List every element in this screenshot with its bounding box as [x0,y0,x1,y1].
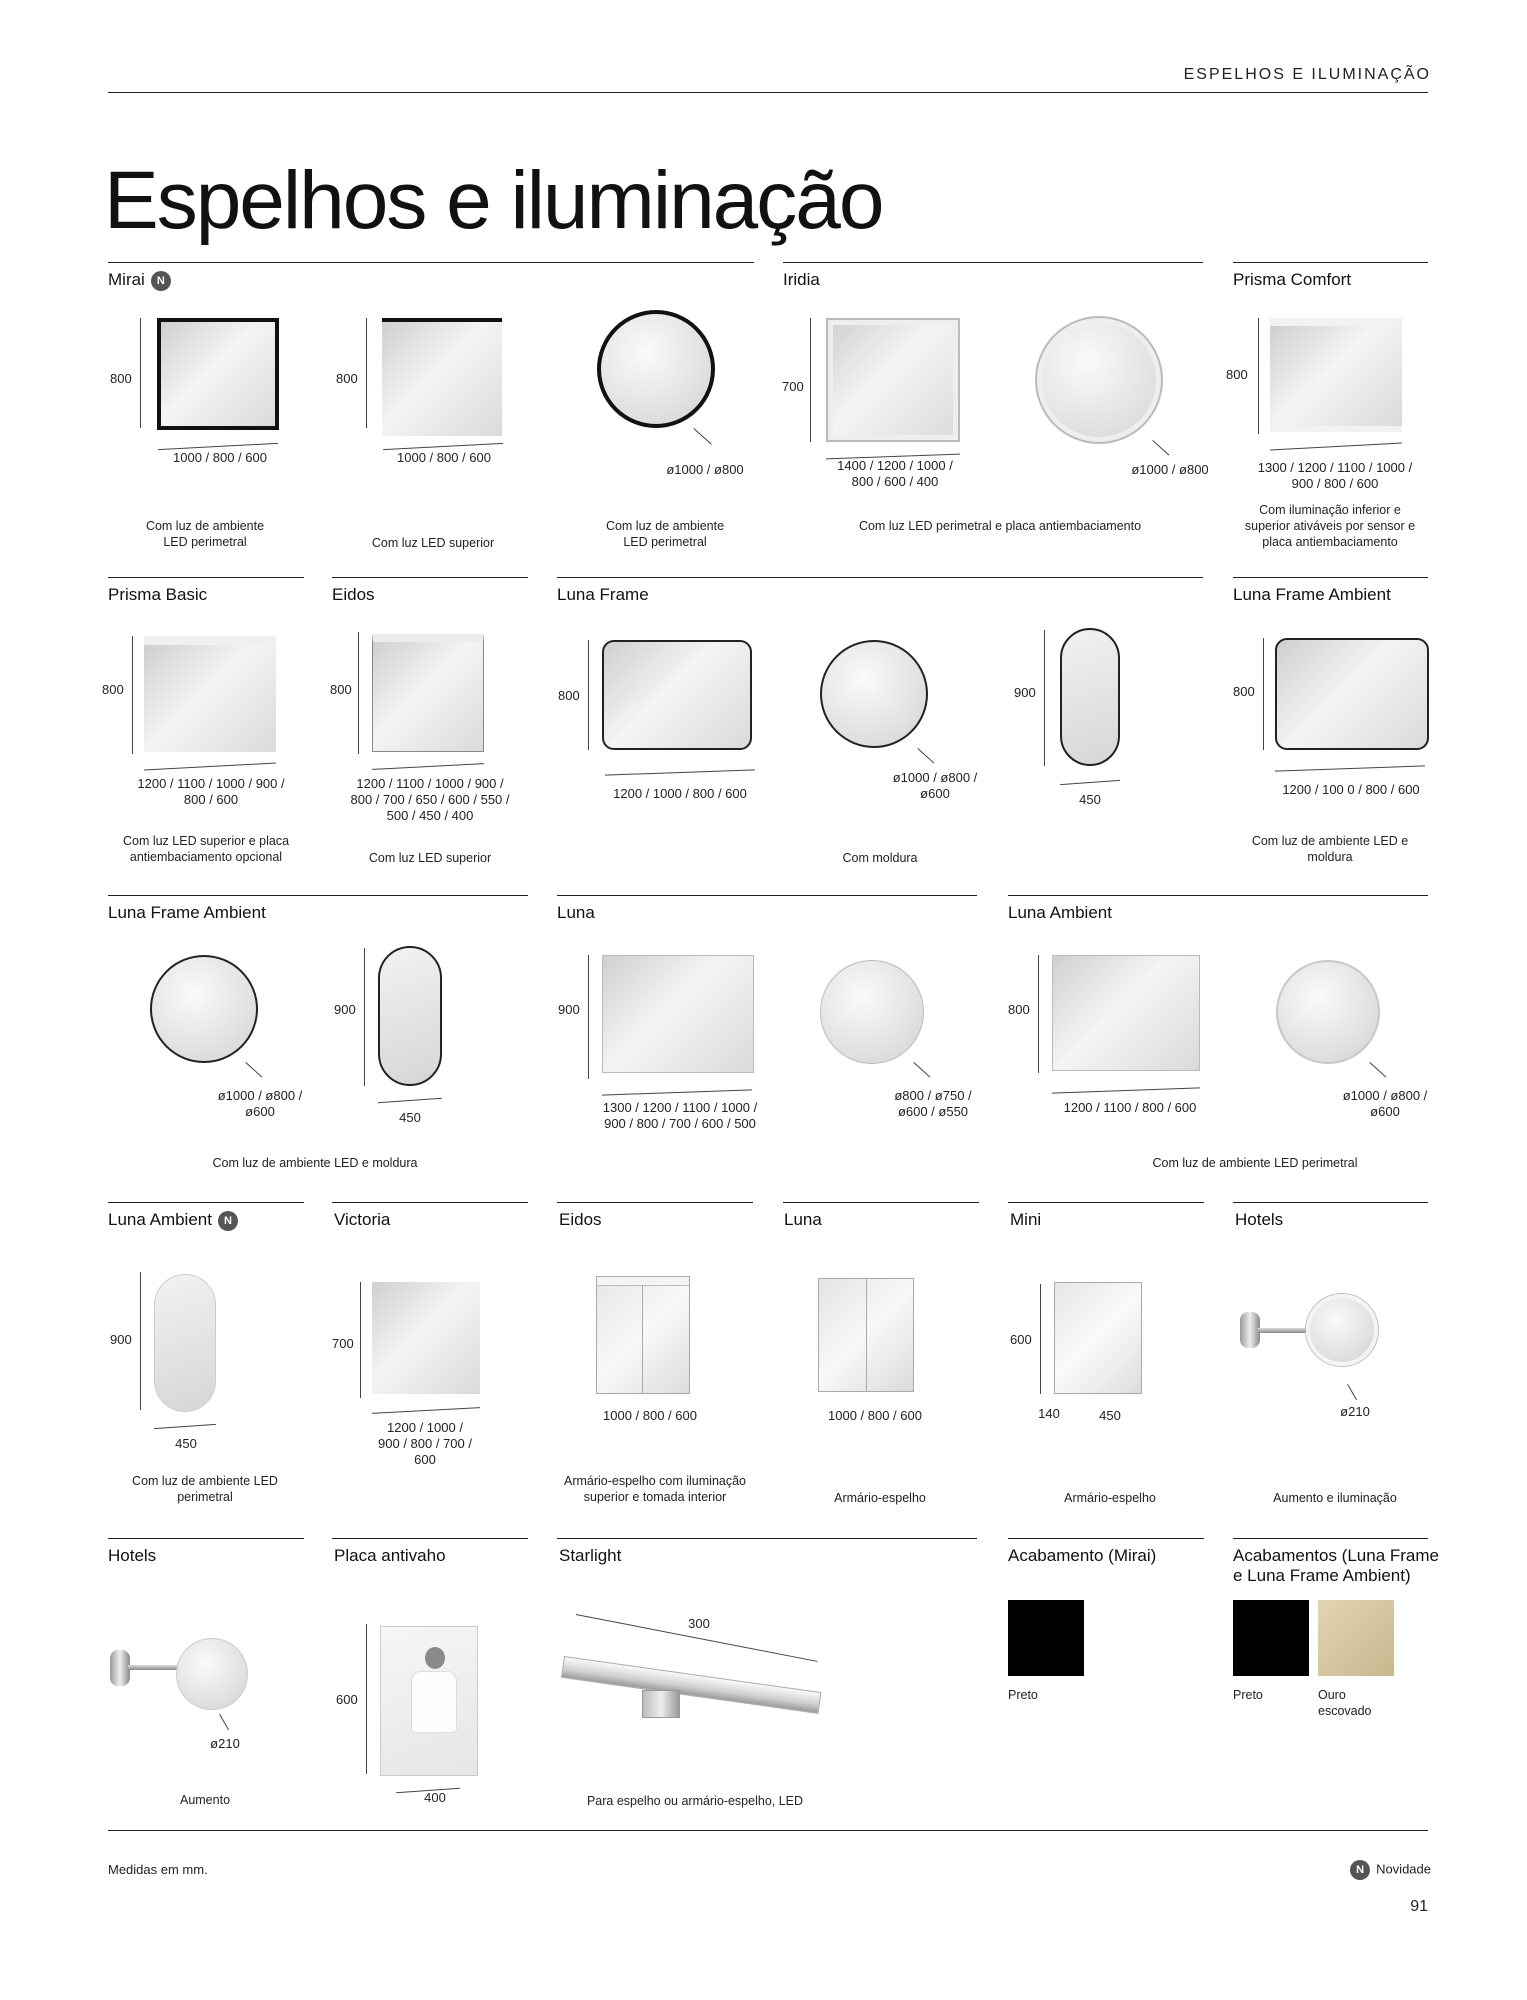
luna-ambient-oval-mirror [154,1274,216,1412]
caption-hotels-a: Aumento e iluminação [1273,1491,1397,1505]
caption-eidos: Com luz LED superior [368,851,492,865]
caption-hotels-b: Aumento [179,1793,231,1807]
dim-width: 1200 / 1100 / 800 / 600 [1063,1100,1197,1115]
starlight-clamp [642,1690,680,1718]
dim-width: 450 [175,1436,197,1451]
section-title-luna-ambient: Luna Ambient [1008,903,1112,922]
page-number: 91 [1410,1898,1428,1915]
cabinet-door-split [642,1285,643,1393]
prisma-comfort-mirror [1270,318,1402,432]
caption-prisma-basic: Com luz LED superior e placa antiembaciamento opcional [122,834,290,864]
dim-line [1258,318,1259,434]
rule-iridia [783,262,1203,263]
dim-line [364,948,365,1086]
swatch-preto [1233,1600,1309,1676]
section-title-hotels-b: Hotels [108,1546,157,1565]
luna-ambient-round-mirror [1276,960,1380,1064]
swatch-label-ouro-escovado: Ouro escovado [1318,1688,1372,1718]
dim-height: 800 [1226,367,1248,382]
section-title-luna-frame-ambient-b: Luna Frame Ambient [108,903,266,922]
section-title-luna-frame-ambient: Luna Frame Ambient [1233,585,1391,604]
footer-note: Medidas em mm. [108,1862,208,1877]
rule-luna [557,895,977,896]
rule-mirai [108,262,754,263]
dim-height: 800 [102,682,124,697]
hotels-wall-mount [1240,1312,1260,1348]
section-title-luna-cabinet: Luna [784,1210,822,1229]
rule-starlight [557,1538,977,1539]
dim-height: 800 [1233,684,1255,699]
dim-line [245,1062,262,1077]
section-title-prisma-comfort: Prisma Comfort [1233,270,1352,289]
antifog-plate-photo [380,1626,478,1776]
dim-line [378,1098,442,1103]
dim-diameter: ø1000 / ø800 [1131,462,1209,477]
caption-luna-ambient-n: Com luz de ambiente LED perimetral [132,1474,278,1504]
dim-line [358,632,359,754]
mirai-round-mirror [597,310,715,428]
eidos-cabinet [596,1276,690,1394]
dim-line [1152,440,1169,455]
dim-width: 1200 / 1100 / 1000 / 900 / 800 / 600 [137,776,285,807]
dim-width: 450 [1079,792,1101,807]
luna-round-mirror [820,960,924,1064]
hotels-lit-magnifier [1306,1294,1378,1366]
dim-line [693,428,712,445]
section-title-hotels-a: Hotels [1235,1210,1284,1229]
caption-starlight: Para espelho ou armário-espelho, LED [586,1794,804,1808]
caption-luna-cabinet: Armário-espelho [834,1491,926,1505]
dim-line [1270,443,1402,451]
dim-line [372,763,484,770]
dim-diameter: ø800 / ø750 / ø600 / ø550 [894,1088,972,1119]
section-title-acabamento-mirai: Acabamento (Mirai) [1008,1546,1157,1565]
starlight-lamp-bar [561,1656,822,1714]
dim-depth: 140 [1038,1406,1060,1421]
section-title-mirai: Mirai N [108,270,171,291]
rule-placa [332,1538,528,1539]
dim-line [602,1089,752,1095]
footer-rule [108,1830,1428,1831]
dim-height: 800 [558,688,580,703]
new-badge: N [151,271,171,291]
dim-line [1038,955,1039,1073]
caption-mirai-1: Com luz de ambiente LED perimetral [145,519,265,549]
caption-iridia: Com luz LED perimetral e placa antiembaciamento [858,519,1142,533]
caption-mirai-3: Com luz de ambiente LED perimetral [605,519,725,549]
caption-luna-frame-ambient-a: Com luz de ambiente LED e moldura [1251,834,1409,864]
dim-diameter: ø1000 / ø800 / ø600 [1342,1088,1428,1119]
rule-eidos-cab [557,1202,753,1203]
section-title-starlight: Starlight [559,1546,622,1565]
rule-mini [1008,1202,1204,1203]
prisma-basic-mirror [144,636,276,752]
dim-line [917,748,934,763]
section-header-label: ESPELHOS E ILUMINAÇÃO [1183,66,1431,83]
dim-line [366,1624,367,1774]
rule-hotels-b [108,1538,304,1539]
dim-height: 800 [1008,1002,1030,1017]
mirai-rect-mirror [157,318,279,430]
dim-line [366,318,367,428]
section-title-mini: Mini [1010,1210,1042,1229]
rule-victoria [332,1202,528,1203]
luna-ambient-rect-mirror [1052,955,1200,1071]
header-rule [108,92,1428,93]
caption-prisma-comfort: Com iluminação inferior e superior ativáveis por sensor e placa antiembaciamento [1244,503,1416,549]
section-title-placa-antivaho: Placa antivaho [334,1546,446,1565]
section-title-luna-frame: Luna Frame [557,585,649,604]
rule-luna-cab [783,1202,979,1203]
luna-frame-oval-mirror [1060,628,1120,766]
dim-line [1275,765,1425,771]
swatch-ouro-escovado [1318,1600,1394,1676]
dim-height: 900 [1014,685,1036,700]
dim-width: 450 [1099,1408,1121,1423]
luna-frame-ambient-round-mirror [150,955,258,1063]
section-title-iridia: Iridia [783,270,820,289]
dim-width: 450 [399,1110,421,1125]
section-title-prisma-basic: Prisma Basic [108,585,208,604]
iridia-round-mirror [1035,316,1163,444]
dim-width: 1000 / 800 / 600 [828,1408,922,1423]
dim-line [1052,1087,1200,1093]
dim-width: 1200 / 1100 / 1000 / 900 / 800 / 700 / 650 / 600 / 550 / 500 / 450 / 400 [350,776,510,823]
rule-acabamentos-luna [1233,1538,1428,1539]
caption-eidos-cabinet: Armário-espelho com iluminação superior e tomada interior [563,1474,747,1504]
cabinet-light-bar [597,1277,689,1286]
dim-line [913,1062,930,1077]
caption-mini: Armário-espelho [1064,1491,1156,1505]
eidos-mirror [372,634,484,752]
dim-line [140,318,141,428]
rule-luna-frame-ambient-a [1233,577,1428,578]
hotels-magnifier [176,1638,248,1710]
dim-width: 1300 / 1200 / 1100 / 1000 / 900 / 800 / 600 [1257,460,1413,491]
dim-diameter: ø1000 / ø800 [666,462,744,477]
dim-height: 700 [332,1336,354,1351]
dim-width: 1000 / 800 / 600 [397,450,491,465]
new-badge: N [1350,1860,1370,1880]
dim-line [1263,638,1264,750]
cabinet-door-split [866,1279,867,1391]
dim-width: 1200 / 1000 / 800 / 600 [613,786,747,801]
hotels-wall-mount [110,1650,130,1686]
swatch-label-preto: Preto [1233,1688,1263,1702]
rule-luna-ambient-n [108,1202,304,1203]
luna-cabinet [818,1278,914,1392]
dim-diameter: ø1000 / ø800 / ø600 [892,770,978,801]
victoria-mirror [372,1282,480,1394]
new-badge: N [218,1211,238,1231]
dim-width: 1400 / 1200 / 1000 / 800 / 600 / 400 [837,458,953,489]
dim-length: 300 [688,1616,710,1631]
rule-acabamento-mirai [1008,1538,1204,1539]
hotels-arm [128,1665,180,1670]
dim-diameter: ø210 [1340,1404,1370,1419]
swatch-label-preto: Preto [1008,1688,1038,1702]
caption-luna-frame: Com moldura [842,851,918,865]
dim-line [219,1714,229,1730]
dim-height: 600 [1010,1332,1032,1347]
dim-line [1044,630,1045,766]
rule-luna-frame-ambient-b [108,895,528,896]
dim-width: 1000 / 800 / 600 [173,450,267,465]
section-title-luna: Luna [557,903,595,922]
luna-frame-ambient-oval-mirror [378,946,442,1086]
section-title-acabamentos-luna: Acabamentos (Luna Frame e Luna Frame Ambient) [1233,1546,1439,1585]
figure-head [425,1647,445,1669]
luna-frame-round-mirror [820,640,928,748]
luna-rect-mirror [602,955,754,1073]
dim-height: 900 [110,1332,132,1347]
mini-cabinet [1054,1282,1142,1394]
page-title: Espelhos e iluminação [104,155,883,246]
luna-frame-rect-mirror [602,640,752,750]
dim-line [360,1282,361,1398]
dim-height: 900 [334,1002,356,1017]
dim-line [140,1272,141,1410]
section-title-eidos: Eidos [332,585,375,604]
dim-height: 800 [330,682,352,697]
dim-width: 1200 / 100 0 / 800 / 600 [1282,782,1420,797]
dim-line [588,955,589,1079]
section-title-eidos-cabinet: Eidos [559,1210,602,1229]
dim-height: 800 [336,371,358,386]
dim-line [810,318,811,442]
dim-height: 700 [782,379,804,394]
caption-luna-frame-ambient-b: Com luz de ambiente LED e moldura [212,1156,418,1170]
dim-line [588,640,589,750]
dim-width: 1000 / 800 / 600 [603,1408,697,1423]
caption-luna-ambient: Com luz de ambiente LED perimetral [1152,1156,1358,1170]
footer-legend: N Novidade [1350,1860,1431,1880]
dim-height: 600 [336,1692,358,1707]
rule-hotels-a [1233,1202,1428,1203]
dim-width: 1200 / 1000 / 900 / 800 / 700 / 600 [378,1420,472,1467]
rule-luna-ambient [1008,895,1428,896]
mirai-top-light-mirror [382,318,502,436]
dim-line [1060,780,1120,785]
rule-eidos [332,577,528,578]
rule-luna-frame [557,577,1203,578]
dim-line [132,636,133,754]
dim-line [1040,1284,1041,1394]
dim-line [154,1424,216,1429]
dim-line [1369,1062,1386,1077]
dim-line [372,1407,480,1414]
caption-mirai-2: Com luz LED superior [371,536,495,550]
dim-width: 1300 / 1200 / 1100 / 1000 / 900 / 800 / 700 / 600 / 500 [602,1100,758,1131]
hotels-arm [1258,1328,1310,1333]
rule-prisma-basic [108,577,304,578]
dim-height: 800 [110,371,132,386]
figure-towel [411,1671,457,1733]
section-title-victoria: Victoria [334,1210,391,1229]
section-title-luna-ambient-n: Luna Ambient N [108,1210,238,1231]
iridia-rect-mirror [826,318,960,442]
rule-prisma-comfort [1233,262,1428,263]
luna-frame-ambient-rect-mirror [1275,638,1429,750]
dim-line [1347,1384,1357,1400]
dim-line [605,769,755,775]
dim-diameter: ø210 [210,1736,240,1751]
dim-height: 900 [558,1002,580,1017]
swatch-preto [1008,1600,1084,1676]
dim-diameter: ø1000 / ø800 / ø600 [217,1088,303,1119]
dim-width: 400 [424,1790,446,1805]
dim-line [144,763,276,771]
